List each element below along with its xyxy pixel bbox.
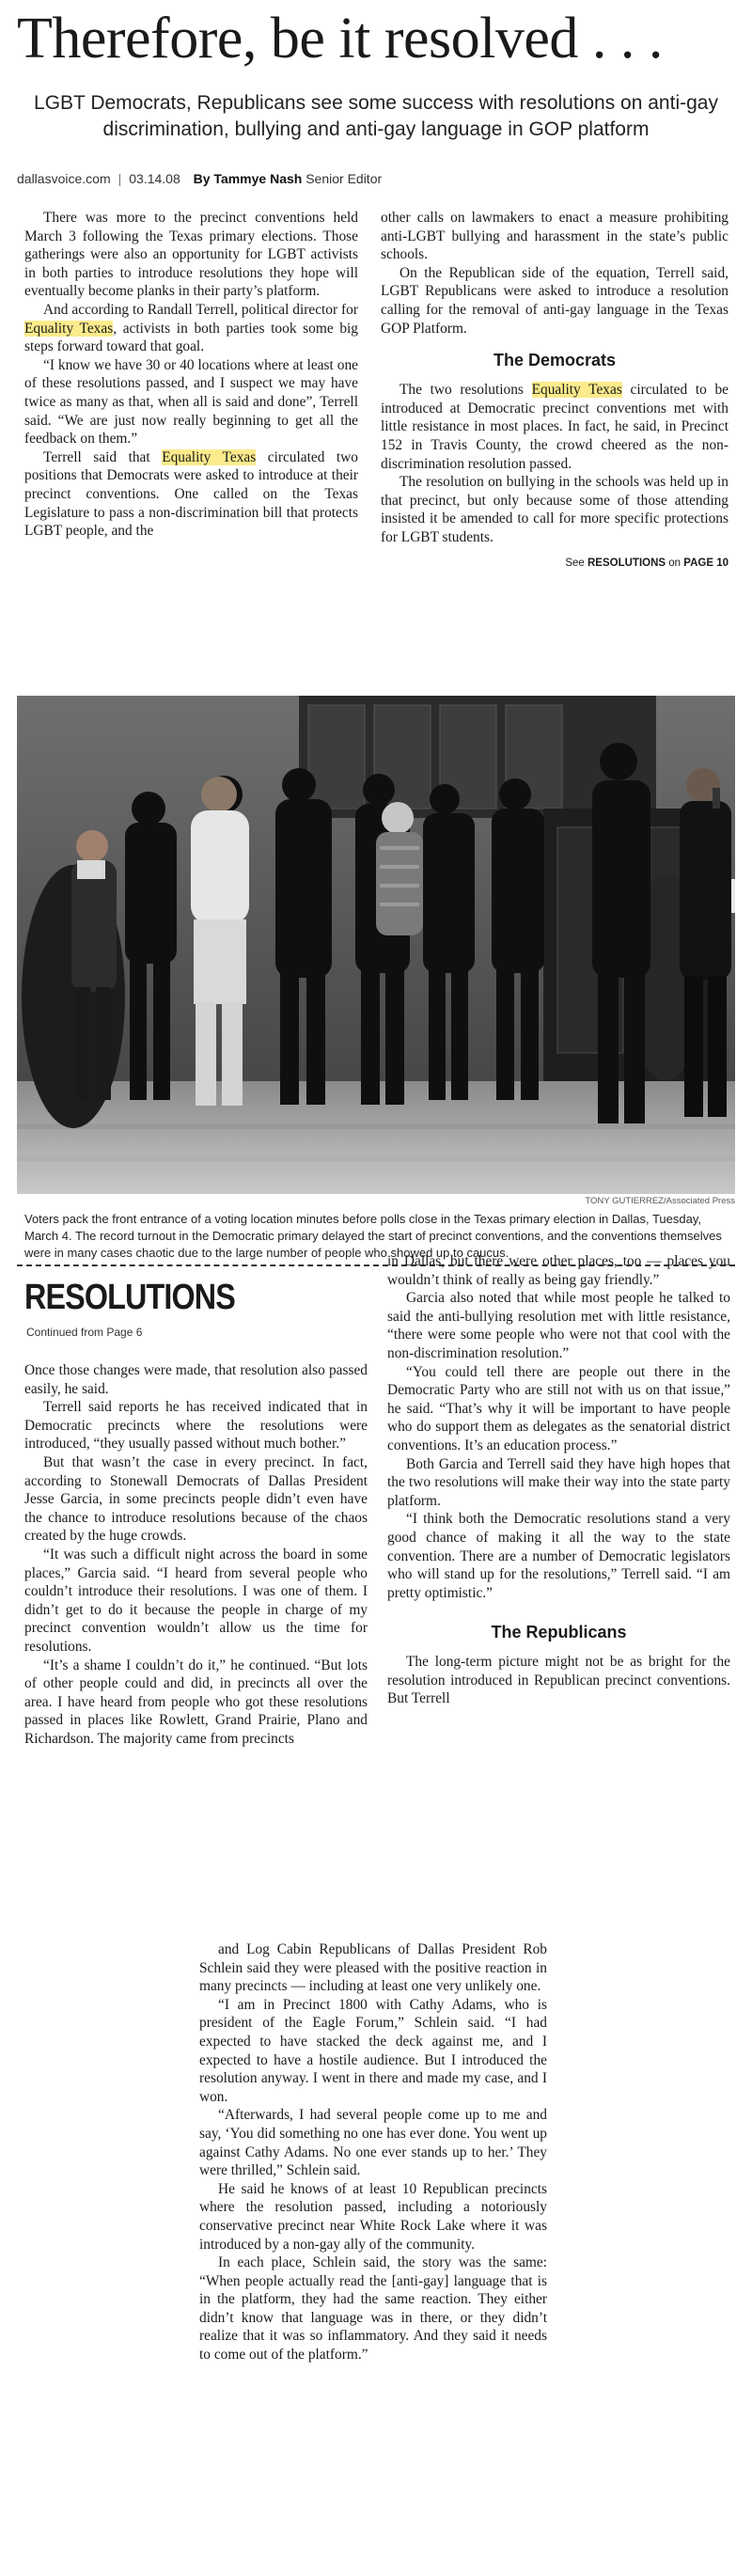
subhead-democrats: The Democrats: [493, 351, 617, 370]
continued-column-2: [387, 1252, 730, 1708]
paragraph: [381, 381, 728, 473]
paragraph: But that wasn’t the case in every precinct. In fact, according to Stonewall Democrats of Dallas President Jesse Garcia, in some precincts people didn’t even have the chance to introduce resolutions because of the chaos created by the huge crowds.: [24, 1453, 368, 1545]
continued-from-label: Continued from Page 6: [26, 1326, 143, 1339]
paragraph: In each place, Schlein said, the story was the same: “When people actually read the [anti-gay] language that is in the platform, they had the same reaction. They either didn’t know that language was in there, or they didn’t realize that it was so inflammatory. And they said it needs to come out of the platform.”: [199, 2254, 547, 2364]
continued-headline: RESOLUTIONS: [24, 1278, 235, 1317]
deck-subtitle: LGBT Democrats, Republicans see some success with resolutions on anti-gay discrimination, bullying and anti-gay language in GOP platform: [34, 92, 718, 140]
voters-line-photo: [17, 696, 735, 1194]
paragraph: “I know we have 30 or 40 locations where at least one of these resolutions passed, and I suspect we may have twice as many as that, when all is said and done”, Terrell said. “We are just now really beginning to get all the feedback on them.”: [24, 356, 358, 448]
text: circulated to be introduced at Democratic precinct conventions met with little resistance in most places. In fact, he said, in Precinct 152 in Travis County, the crowd cheered as the non-discrimination resolution passed.: [381, 382, 728, 472]
news-photo: [17, 696, 735, 1194]
paragraph: The resolution on bullying in the schools was held up in that precinct, but only because some of those attending insisted it be amended to call for more specific protections for LGBT students.: [381, 474, 728, 545]
paragraph: He said he knows of at least 10 Republican precincts where the resolution passed, including a notoriously conservative precinct near White Rock Lake where it was introduced by a non-gay ally of the community.: [199, 2180, 547, 2253]
highlighted-link[interactable]: Equality Texas: [531, 382, 622, 399]
paragraph: [24, 301, 358, 356]
byline-separator: |: [118, 171, 122, 186]
text: circulated two positions that Democrats were asked to introduce at their precinct conventions. One called on the Texas Legislature to pass a non-discrimination bill that protects LGBT people, and the: [24, 448, 358, 540]
text: Terrell said that: [43, 448, 163, 465]
paragraph: in Dallas, but there were other places, too — places you wouldn’t think of really as being gay friendly.”: [387, 1253, 730, 1288]
highlighted-link[interactable]: Equality Texas: [24, 320, 114, 337]
paragraph: On the Republican side of the equation, Terrell said, LGBT Republicans were asked to introduce a resolution calling for the removal of anti-gay language in the Texas GOP Platform.: [381, 264, 728, 337]
byline-date: 03.14.08: [129, 171, 180, 186]
paragraph: other calls on lawmakers to enact a measure prohibiting anti-LGBT bullying and harassment in the state’s public schools.: [381, 210, 728, 263]
paragraph: “Afterwards, I had several people come up to me and say, ‘You did something no one has ever done. You went up against Cathy Adams. No one ever stands up to her.’ They were thrilled,” Schlein said.: [199, 2107, 547, 2179]
continued-column-3: [199, 1940, 547, 2364]
text: And according to Randall Terrell, political director for: [43, 301, 358, 318]
byline-title: Senior Editor: [306, 171, 383, 186]
paragraph: [24, 448, 358, 541]
highlighted-link[interactable]: Equality Texas: [162, 448, 257, 465]
photo-credit: TONY GUTIERREZ/Associated Press: [585, 1196, 735, 1206]
paragraph: “It’s a shame I couldn’t do it,” he continued. “But lots of other people could and did, in precincts all over the area. I have heard from people who got these resolutions passed in places like Rowlett, Grand Prairie, Plano and Richardson. The majority came from precincts: [24, 1657, 368, 1747]
headline: Therefore, be it resolved . . .: [17, 7, 663, 71]
paragraph: There was more to the precinct conventions held March 3 following the Texas primary elections. Those gatherings were also an opportunity for LGBT activists in both parties to introduce resolutions they hope will eventually become planks in their party’s platform.: [24, 210, 358, 300]
subhead-republicans: The Republicans: [491, 1623, 627, 1642]
paragraph: “I am in Precinct 1800 with Cathy Adams, who is president of the Eagle Forum,” Schlein said. “I had expected to have stacked the deck against me, and I expected to have a hostile audience. But I introduced the resolution anyway. I went in there and made my case, and I won.: [199, 1996, 547, 2105]
text: The two resolutions: [400, 382, 532, 399]
paragraph: “You could tell there are people out there in the Democratic Party who are still not with us on that issue,” he said. “That’s why it will be important to have people who do support them as delegates as the senatorial district conventions. It’s an education process.”: [387, 1363, 730, 1453]
article-column-2: [381, 209, 728, 573]
continued-column-1: [24, 1361, 368, 1748]
byline-author: By Tammye Nash: [193, 171, 303, 186]
jump-line[interactable]: [381, 555, 728, 573]
paragraph: The long-term picture might not be as bright for the resolution introduced in Republican precinct conventions. But Terrell: [387, 1654, 730, 1707]
paragraph: and Log Cabin Republicans of Dallas President Rob Schlein said they were pleased with the positive reaction in many precincts — including at least one very unlikely one.: [199, 1941, 547, 1995]
photo-caption: Voters pack the front entrance of a voting location minutes before polls close in the Texas primary election in Dallas, Tuesday, March 4. The record turnout in the Democratic primary delayed the start of precinct conventions, and the conventions themselves were in many cases chaotic due to the large number of people who showed up to caucus.: [24, 1212, 722, 1260]
article-column-1: [24, 209, 358, 541]
paragraph: Terrell said reports he has received indicated that in Democratic precincts where the resolutions were introduced, “they usually passed without much bother.”: [24, 1399, 368, 1453]
text: , activists in both parties took some big steps forward toward that goal.: [24, 320, 358, 355]
paragraph: Garcia also noted that while most people he talked to said the anti-bullying resolution met with little resistance, “there were some people who were not that cool with the non-discrimination resolution.”: [387, 1290, 730, 1361]
jump-page: PAGE 10: [683, 557, 728, 569]
jump-see: See: [565, 557, 585, 569]
byline: [17, 169, 735, 188]
paragraph: “It was such a difficult night across the board in some places,” Garcia said. “I heard from several people who couldn’t introduce their resolutions. I was one of them. I didn’t get to do it because the people in charge of my precinct convention wouldn’t allow us the time for resolutions.: [24, 1546, 368, 1655]
byline-source[interactable]: dallasvoice.com: [17, 171, 111, 186]
paragraph: “I think both the Democratic resolutions stand a very good chance of making it all the way to the state convention. There are a number of Democratic legislators who will stand up for the resolutions,” Terrell said. “I am pretty optimistic.”: [387, 1511, 730, 1601]
paragraph: Once those changes were made, that resolution also passed easily, he said.: [24, 1362, 368, 1397]
jump-on: on: [668, 557, 682, 569]
jump-word: RESOLUTIONS: [588, 557, 666, 569]
paragraph: Both Garcia and Terrell said they have high hopes that the two resolutions will make their way into the state party platform.: [387, 1455, 730, 1509]
